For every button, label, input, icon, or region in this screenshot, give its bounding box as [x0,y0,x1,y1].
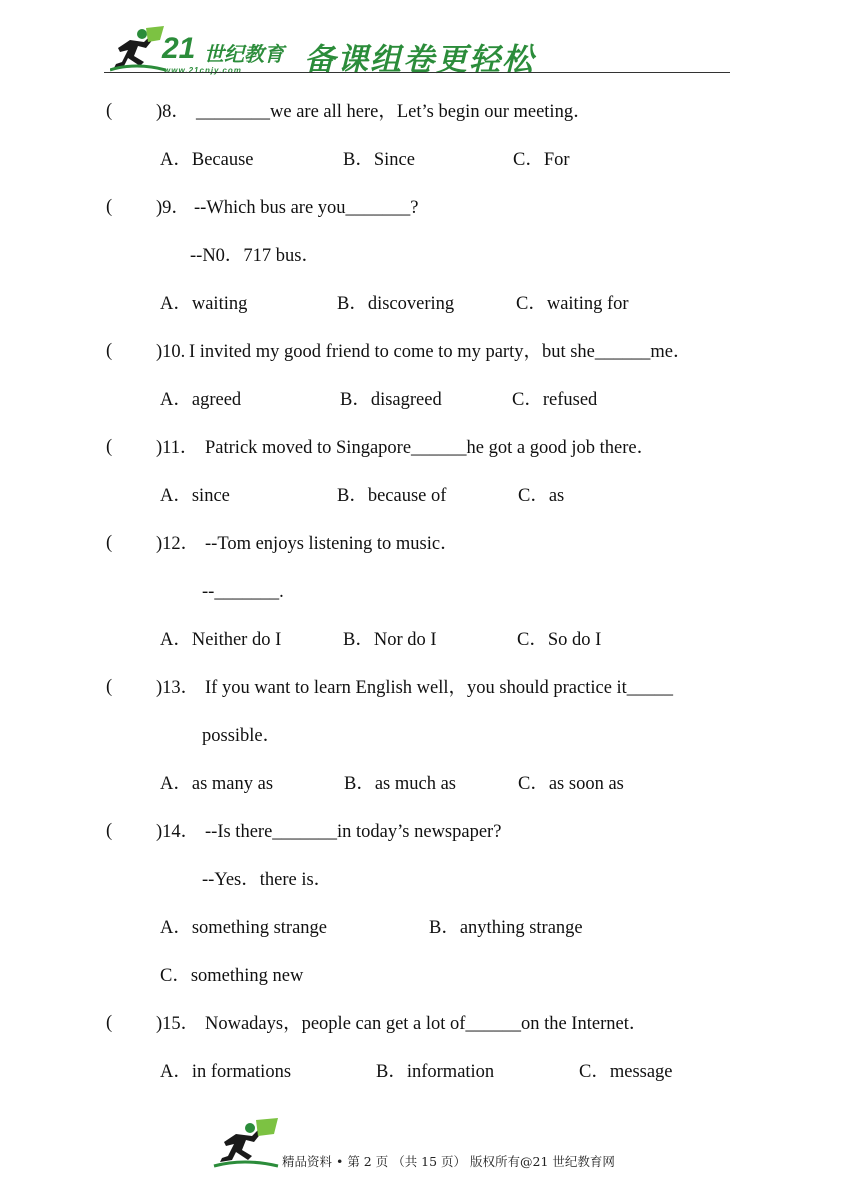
question-subline: --N0．717 bus． [190,246,321,266]
option-a: A．since [160,486,230,506]
question-number: )12． [156,534,200,554]
question-stem: If you want to learn English well，you should practice it_____ [205,678,674,698]
page-footer [212,1112,682,1172]
question-number: )11． [156,438,199,458]
option-b: B．discovering [337,294,455,314]
option-b: B．Since [343,150,415,170]
question-number: )9． [156,198,190,218]
option-c: C．So do I [517,630,602,650]
page-header [104,24,730,76]
option-b: B．Nor do I [343,630,437,650]
question-subline: --_______. [202,582,284,602]
answer-paren-open: ( [106,533,113,553]
option-a: A．as many as [160,774,274,794]
question-stem: Nowadays，people can get a lot of______on the Internet． [205,1014,648,1034]
runner-logo-icon [110,26,166,72]
answer-paren-open: ( [106,1013,113,1033]
option-c: C．as soon as [518,774,624,794]
option-c: C．waiting for [516,294,629,314]
question-subline: --Yes．there is． [202,870,333,890]
option-c: C．refused [512,390,598,410]
question-stem: --Tom enjoys listening to music． [205,534,459,554]
option-c: C．as [518,486,565,506]
option-b: B．because of [337,486,447,506]
question-stem: --Is there_______in today’s newspaper? [205,822,502,842]
option-b: B．anything strange [429,918,583,938]
question-number: )15． [156,1014,200,1034]
option-c: C．something new [160,966,304,986]
question-stem: ________we are all here，Let’s begin our meeting． [196,102,592,122]
option-c: C．For [513,150,570,170]
option-a: A．waiting [160,294,248,314]
option-b: B．disagreed [340,390,442,410]
answer-paren-open: ( [106,197,113,217]
answer-paren-open: ( [106,821,113,841]
answer-paren-open: ( [106,437,113,457]
logo-text: 世纪教育 [204,42,284,66]
footer-text: 精品资料 • 第 2 页 （共 15 页） 版权所有@21 世纪教育网 [282,1154,615,1169]
answer-paren-open: ( [106,341,113,361]
answer-paren-open: ( [106,677,113,697]
runner-logo-icon [212,1116,280,1170]
option-a: A．Neither do I [160,630,282,650]
option-b: B．information [376,1062,495,1082]
option-a: A．something strange [160,918,327,938]
question-number: )13． [156,678,200,698]
header-divider [104,72,730,73]
option-a: A．agreed [160,390,242,410]
question-number: )8． [156,102,190,122]
option-c: C．message [579,1062,673,1082]
option-a: A．in formations [160,1062,292,1082]
header-slogan: 备课组卷更轻松 [304,42,535,78]
question-stem: Patrick moved to Singapore______he got a good job there． [205,438,656,458]
logo-url: www.21cnjy.com [164,66,242,75]
question-subline: possible． [202,726,282,746]
option-a: A．Because [160,150,254,170]
answer-paren-open: ( [106,101,113,121]
logo-number: 21 [162,32,196,65]
question-number: )10. [156,342,186,362]
option-b: B．as much as [344,774,457,794]
question-number: )14． [156,822,200,842]
question-stem: I invited my good friend to come to my party，but she______me． [189,342,692,362]
question-stem: --Which bus are you_______? [194,198,419,218]
